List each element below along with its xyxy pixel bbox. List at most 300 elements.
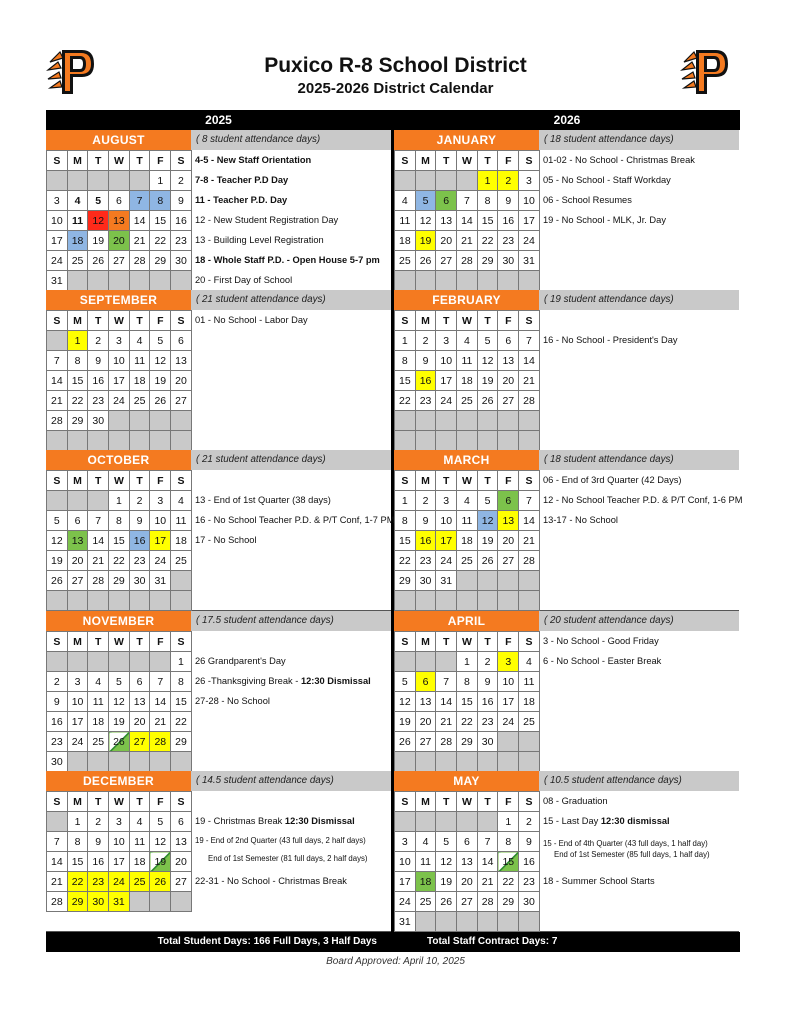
day-cell: 23: [477, 712, 498, 732]
empty-day: [395, 812, 416, 832]
empty-day: [129, 411, 150, 431]
day-cell: 1: [171, 652, 192, 672]
empty-day: [88, 591, 109, 611]
day-cell: 6: [457, 832, 478, 852]
day-cell: 20: [457, 872, 478, 892]
day-cell: 5: [477, 491, 498, 511]
attendance-days: ( 19 student attendance days): [539, 290, 739, 310]
empty-day: [129, 892, 150, 912]
board-approved: Board Approved: April 10, 2025: [326, 956, 465, 967]
empty-day: [395, 591, 416, 611]
day-cell: 14: [519, 351, 540, 371]
day-cell: 12: [436, 852, 457, 872]
empty-day: [395, 171, 416, 191]
event-note-emphasis: 12:30 Dismissal: [284, 816, 355, 826]
day-cell: 8: [477, 191, 498, 211]
day-cell: 17: [436, 531, 457, 551]
weekday-header: T: [436, 632, 457, 652]
event-note: [543, 170, 671, 190]
event-note-text: 19 - End of 2nd Quarter (43 full days, 2 half days): [195, 836, 366, 845]
weekday-header: M: [67, 311, 88, 331]
day-cell: 10: [150, 511, 171, 531]
day-cell: 13: [67, 531, 88, 551]
weekday-header: T: [88, 151, 109, 171]
day-cell: 29: [109, 571, 130, 591]
day-cell: 30: [88, 892, 109, 912]
day-cell: 16: [171, 211, 192, 231]
day-cell: 13: [109, 211, 130, 231]
day-cell: 25: [415, 892, 436, 912]
day-cell: 11: [519, 672, 540, 692]
weekday-header: S: [519, 632, 540, 652]
empty-day: [415, 431, 436, 451]
weekday-header: T: [129, 471, 150, 491]
empty-day: [436, 171, 457, 191]
day-cell: 2: [477, 652, 498, 672]
day-cell: 22: [171, 712, 192, 732]
month-name: OCTOBER: [46, 450, 191, 470]
month-panel-october: [46, 450, 395, 611]
day-cell: 10: [67, 692, 88, 712]
day-cell: 29: [395, 571, 416, 591]
day-cell: 8: [171, 672, 192, 692]
empty-day: [88, 652, 109, 672]
empty-day: [150, 752, 171, 772]
day-cell: 7: [519, 491, 540, 511]
day-cell: 14: [519, 511, 540, 531]
day-cell: 3: [498, 652, 519, 672]
empty-day: [109, 652, 130, 672]
weekday-header: S: [171, 471, 192, 491]
day-cell: 3: [395, 832, 416, 852]
weekday-header: S: [395, 311, 416, 331]
weekday-header: S: [171, 792, 192, 812]
event-note: [543, 791, 608, 811]
day-cell: 6: [129, 672, 150, 692]
event-note: [195, 250, 380, 270]
month-name: DECEMBER: [46, 771, 191, 791]
day-cell: 22: [395, 551, 416, 571]
weekday-header: F: [150, 471, 171, 491]
day-cell: 14: [436, 692, 457, 712]
event-note: [195, 190, 287, 210]
day-cell: 9: [171, 191, 192, 211]
attendance-days: ( 18 student attendance days): [539, 450, 739, 470]
empty-day: [47, 591, 68, 611]
day-cell: 14: [457, 211, 478, 231]
empty-day: [436, 812, 457, 832]
year-label-right: 2026: [394, 110, 740, 130]
empty-day: [88, 431, 109, 451]
event-note-text: 27-28 - No School: [195, 696, 270, 706]
empty-day: [67, 171, 88, 191]
empty-day: [477, 271, 498, 291]
day-cell: 17: [150, 531, 171, 551]
day-cell: 27: [457, 892, 478, 912]
day-cell: 2: [88, 331, 109, 351]
attendance-days: ( 17.5 student attendance days): [191, 611, 391, 631]
event-note-text: 08 - Graduation: [543, 796, 608, 806]
empty-day: [150, 892, 171, 912]
weekday-header: F: [498, 632, 519, 652]
day-cell: 13: [171, 351, 192, 371]
event-note-text: 12 - New Student Registration Day: [195, 215, 339, 225]
day-cell: 1: [109, 491, 130, 511]
day-cell: 18: [67, 231, 88, 251]
day-cell: 20: [436, 231, 457, 251]
weekday-header: T: [88, 311, 109, 331]
empty-day: [150, 431, 171, 451]
day-cell: 22: [67, 391, 88, 411]
day-cell: 7: [88, 511, 109, 531]
empty-day: [519, 752, 540, 772]
day-cell: 26: [395, 732, 416, 752]
day-cell: 17: [395, 872, 416, 892]
day-cell: 26: [415, 251, 436, 271]
day-cell: 28: [436, 732, 457, 752]
day-cell: 13: [171, 832, 192, 852]
day-cell: 19: [436, 872, 457, 892]
event-note: [195, 671, 371, 691]
attendance-days: ( 10.5 student attendance days): [539, 771, 739, 791]
day-cell: 30: [519, 892, 540, 912]
day-cell: 10: [395, 852, 416, 872]
weekday-header: W: [457, 151, 478, 171]
day-cell: 15: [171, 692, 192, 712]
day-cell: 27: [67, 571, 88, 591]
empty-day: [457, 571, 478, 591]
day-cell: 20: [129, 712, 150, 732]
day-cell: 5: [150, 812, 171, 832]
empty-day: [171, 271, 192, 291]
event-note: [195, 835, 366, 846]
empty-day: [395, 652, 416, 672]
weekday-header: T: [436, 792, 457, 812]
day-cell: 10: [519, 191, 540, 211]
day-cell: 3: [150, 491, 171, 511]
day-cell: 25: [67, 251, 88, 271]
day-cell: 16: [88, 371, 109, 391]
calendar-grid: [46, 631, 192, 772]
day-cell: 16: [415, 371, 436, 391]
day-cell: 11: [171, 511, 192, 531]
empty-day: [67, 431, 88, 451]
day-cell: 14: [47, 852, 68, 872]
day-cell: 1: [67, 812, 88, 832]
day-cell: 22: [395, 391, 416, 411]
event-note: [195, 691, 270, 711]
day-cell: 4: [88, 672, 109, 692]
weekday-header: S: [171, 151, 192, 171]
day-cell: 24: [67, 732, 88, 752]
event-note: [543, 150, 695, 170]
day-cell: 4: [519, 652, 540, 672]
day-cell: 8: [67, 832, 88, 852]
weekday-header: T: [129, 151, 150, 171]
day-cell: 21: [519, 531, 540, 551]
day-cell: 31: [47, 271, 68, 291]
empty-day: [88, 171, 109, 191]
day-cell: 5: [109, 672, 130, 692]
day-cell: 26: [47, 571, 68, 591]
day-cell: 23: [171, 231, 192, 251]
day-cell: 13: [498, 351, 519, 371]
weekday-header: W: [109, 632, 130, 652]
day-cell: 10: [436, 511, 457, 531]
day-cell: 24: [109, 391, 130, 411]
empty-day: [436, 591, 457, 611]
day-cell: 7: [477, 832, 498, 852]
day-cell: 21: [88, 551, 109, 571]
day-cell: 16: [47, 712, 68, 732]
empty-day: [109, 431, 130, 451]
empty-day: [129, 431, 150, 451]
weekday-header: T: [477, 151, 498, 171]
day-cell: 2: [171, 171, 192, 191]
empty-day: [415, 912, 436, 932]
day-cell: 20: [171, 371, 192, 391]
empty-day: [171, 591, 192, 611]
day-cell: 28: [519, 551, 540, 571]
weekday-header: T: [129, 632, 150, 652]
day-cell: 1: [395, 331, 416, 351]
day-cell: 5: [395, 672, 416, 692]
day-cell: 10: [498, 672, 519, 692]
event-note-text: 06 - School Resumes: [543, 195, 632, 205]
empty-day: [457, 912, 478, 932]
weekday-header: W: [457, 311, 478, 331]
day-cell: 14: [47, 371, 68, 391]
weekday-header: T: [129, 311, 150, 331]
event-note-text: 16 - No School Teacher P.D. & P/T Conf, 1-7 PM: [195, 515, 395, 525]
day-cell: 22: [498, 872, 519, 892]
day-cell: 7: [129, 191, 150, 211]
day-cell: 2: [415, 491, 436, 511]
day-cell: 2: [47, 672, 68, 692]
day-cell: 17: [498, 692, 519, 712]
empty-day: [457, 431, 478, 451]
day-cell: 8: [67, 351, 88, 371]
day-cell: 22: [477, 231, 498, 251]
day-cell: 31: [150, 571, 171, 591]
day-cell: 10: [109, 832, 130, 852]
weekday-header: M: [67, 471, 88, 491]
event-note: [543, 871, 655, 891]
empty-day: [415, 652, 436, 672]
empty-day: [67, 271, 88, 291]
day-cell: 17: [67, 712, 88, 732]
empty-day: [477, 752, 498, 772]
day-cell: 17: [47, 231, 68, 251]
day-cell: 23: [415, 551, 436, 571]
weekday-header: S: [47, 632, 68, 652]
event-note: [195, 170, 288, 190]
day-cell: 16: [477, 692, 498, 712]
weekday-header: M: [415, 471, 436, 491]
weekday-header: F: [150, 792, 171, 812]
day-cell: 18: [129, 852, 150, 872]
weekday-header: F: [498, 311, 519, 331]
day-cell: 14: [129, 211, 150, 231]
day-cell: 23: [88, 391, 109, 411]
day-cell: 10: [436, 351, 457, 371]
empty-day: [498, 271, 519, 291]
day-cell: 4: [171, 491, 192, 511]
day-cell: 6: [171, 331, 192, 351]
day-cell: 9: [415, 511, 436, 531]
weekday-header: M: [67, 632, 88, 652]
month-panel-may: [394, 771, 739, 932]
event-note-text: 01 - No School - Labor Day: [195, 315, 308, 325]
day-cell: 9: [47, 692, 68, 712]
empty-day: [519, 591, 540, 611]
weekday-header: S: [395, 471, 416, 491]
day-cell: 11: [457, 351, 478, 371]
event-note: [195, 811, 355, 831]
day-cell: 26: [88, 251, 109, 271]
event-note-text: 6 - No School - Easter Break: [543, 656, 662, 666]
empty-day: [129, 591, 150, 611]
empty-day: [498, 912, 519, 932]
day-cell: 30: [47, 752, 68, 772]
empty-day: [171, 571, 192, 591]
event-note-text: 17 - No School: [195, 535, 257, 545]
empty-day: [67, 652, 88, 672]
event-note-text: 05 - No School - Staff Workday: [543, 175, 671, 185]
day-cell: 21: [129, 231, 150, 251]
empty-day: [171, 431, 192, 451]
event-note: [543, 510, 618, 530]
day-cell: 19: [109, 712, 130, 732]
page-title: Puxico R-8 School District: [264, 54, 527, 77]
day-cell: 22: [457, 712, 478, 732]
day-cell: 28: [457, 251, 478, 271]
empty-day: [415, 752, 436, 772]
day-cell: 9: [129, 511, 150, 531]
weekday-header: W: [109, 792, 130, 812]
event-note: [195, 651, 286, 671]
day-cell: 20: [67, 551, 88, 571]
day-cell: 19: [477, 531, 498, 551]
day-cell: 25: [395, 251, 416, 271]
weekday-header: T: [88, 471, 109, 491]
day-cell: 8: [395, 511, 416, 531]
empty-day: [109, 591, 130, 611]
event-note-text: 26 Grandparent's Day: [195, 656, 286, 666]
day-cell: 21: [519, 371, 540, 391]
weekday-header: S: [171, 632, 192, 652]
event-note-text: 12 - No School Teacher P.D. & P/T Conf, 1-6 PM: [543, 495, 743, 505]
empty-day: [67, 491, 88, 511]
weekday-header: S: [47, 471, 68, 491]
month-panel-february: [394, 290, 739, 451]
event-note: [195, 270, 292, 290]
empty-day: [498, 571, 519, 591]
day-cell: 5: [415, 191, 436, 211]
day-cell: 23: [498, 231, 519, 251]
weekday-header: M: [67, 151, 88, 171]
empty-day: [109, 271, 130, 291]
empty-day: [457, 411, 478, 431]
event-note: [195, 210, 338, 230]
day-cell: 15: [67, 852, 88, 872]
empty-day: [129, 652, 150, 672]
day-cell: 11: [395, 211, 416, 231]
day-cell: 11: [67, 211, 88, 231]
day-cell: 12: [109, 692, 130, 712]
page-subtitle: 2025-2026 District Calendar: [297, 80, 494, 97]
empty-day: [415, 171, 436, 191]
day-cell: 20: [415, 712, 436, 732]
event-note-text: 26 -Thanksgiving Break -: [195, 676, 301, 686]
empty-day: [519, 912, 540, 932]
day-cell: 13: [498, 511, 519, 531]
day-cell: 4: [457, 331, 478, 351]
day-cell: 4: [129, 812, 150, 832]
day-cell: 20: [109, 231, 130, 251]
day-cell: 4: [415, 832, 436, 852]
empty-day: [47, 491, 68, 511]
day-cell: 5: [150, 331, 171, 351]
event-note: [195, 530, 257, 550]
empty-day: [477, 411, 498, 431]
empty-day: [436, 411, 457, 431]
month-panel-november: [46, 611, 391, 772]
event-note-text: 01-02 - No School - Christmas Break: [543, 155, 695, 165]
day-cell: 13: [436, 211, 457, 231]
day-cell: 24: [47, 251, 68, 271]
day-cell: 31: [109, 892, 130, 912]
day-cell: 29: [67, 892, 88, 912]
weekday-header: T: [477, 471, 498, 491]
weekday-header: T: [436, 471, 457, 491]
day-cell: 5: [477, 331, 498, 351]
day-cell: 6: [498, 491, 519, 511]
day-cell: 16: [129, 531, 150, 551]
weekday-header: S: [47, 311, 68, 331]
day-cell: 13: [129, 692, 150, 712]
month-name: MAY: [394, 771, 539, 791]
day-cell: 14: [88, 531, 109, 551]
day-cell: 18: [395, 231, 416, 251]
empty-day: [436, 271, 457, 291]
weekday-header: W: [109, 311, 130, 331]
day-cell: 5: [88, 191, 109, 211]
day-cell: 2: [415, 331, 436, 351]
day-cell: 25: [129, 872, 150, 892]
event-note-text: 06 - End of 3rd Quarter (42 Days): [543, 475, 682, 485]
day-cell: 15: [150, 211, 171, 231]
total-student-days: Total Student Days: 166 Full Days, 3 Half Days: [46, 932, 391, 952]
day-cell: 8: [457, 672, 478, 692]
empty-day: [477, 431, 498, 451]
day-cell: 14: [477, 852, 498, 872]
weekday-header: S: [47, 792, 68, 812]
event-note: [543, 811, 670, 831]
empty-day: [415, 812, 436, 832]
event-note: [543, 490, 742, 510]
weekday-header: M: [415, 792, 436, 812]
day-cell: 28: [129, 251, 150, 271]
month-panel-december: [46, 771, 391, 932]
empty-day: [395, 271, 416, 291]
day-cell: 15: [109, 531, 130, 551]
weekday-header: W: [109, 151, 130, 171]
empty-day: [171, 752, 192, 772]
day-cell: 7: [457, 191, 478, 211]
event-note: [543, 210, 666, 230]
day-cell: 24: [436, 551, 457, 571]
